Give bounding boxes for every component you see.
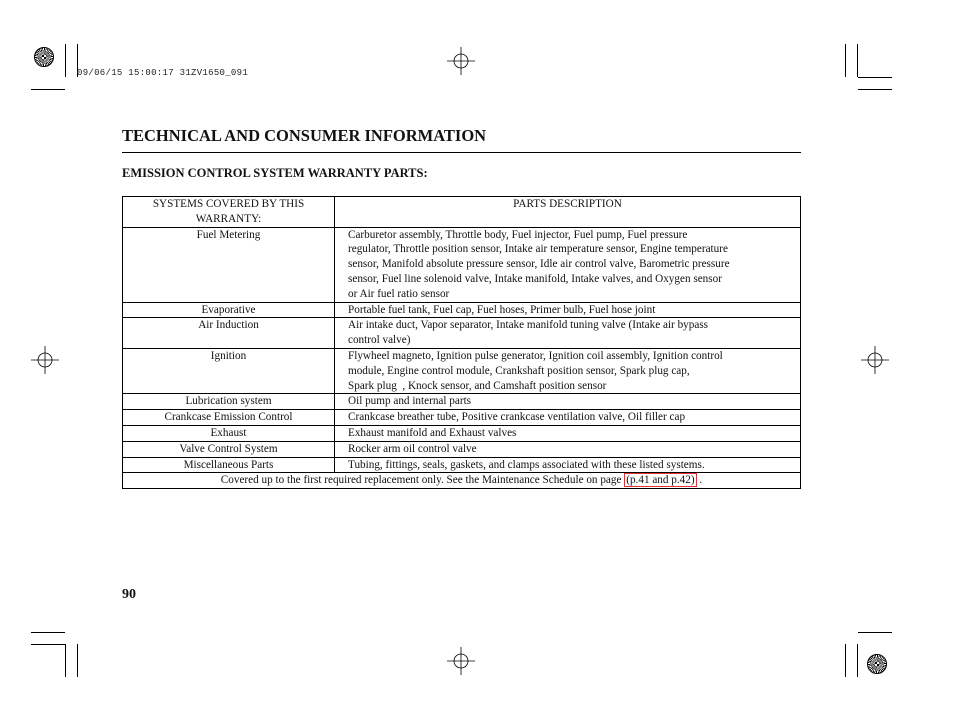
- parts-line: Spark plug , Knock sensor, and Camshaft position sensor: [348, 379, 607, 392]
- subtitle: EMISSION CONTROL SYSTEM WARRANTY PARTS:: [122, 166, 428, 180]
- system-cell: Air Induction: [123, 318, 335, 349]
- system-cell: Exhaust: [123, 425, 335, 441]
- parts-line: Oil pump and internal parts: [348, 395, 472, 408]
- parts-line: regulator, Throttle position sensor, Intake air temperature sensor, Engine temperature: [348, 243, 728, 256]
- footnote-cell: [123, 473, 801, 489]
- table-row: [123, 457, 801, 473]
- system-cell: Fuel Metering: [123, 227, 335, 302]
- system-cell: Ignition: [123, 348, 335, 393]
- table-row: [123, 302, 801, 318]
- table-row: [123, 348, 801, 393]
- parts-line: Tubing, fittings, seals, gaskets, and clamps associated with these listed systems.: [348, 458, 705, 471]
- parts-line: or Air fuel ratio sensor: [348, 287, 450, 300]
- crosshair-icon: [31, 346, 59, 374]
- maintenance-schedule-link[interactable]: (p.41 and p.42): [626, 474, 695, 487]
- table-header-row: [123, 197, 801, 228]
- parts-line: Flywheel magneto, Ignition pulse generator, Ignition coil assembly, Ignition control: [348, 349, 723, 362]
- system-cell: Valve Control System: [123, 441, 335, 457]
- system-cell: Evaporative: [123, 302, 335, 318]
- table-row: [123, 441, 801, 457]
- page-number: 90: [122, 587, 136, 602]
- parts-cell: [335, 425, 801, 441]
- parts-line: sensor, Manifold absolute pressure sensor, Idle air control valve, Barometric pressure: [348, 258, 730, 271]
- parts-line: module, Engine control module, Crankshaft position sensor, Spark plug cap,: [348, 364, 690, 377]
- system-cell: Lubrication system: [123, 394, 335, 410]
- table-row: [123, 227, 801, 302]
- registration-burst-icon: [867, 654, 887, 674]
- registration-burst-icon: [34, 47, 54, 67]
- parts-line: Carburetor assembly, Throttle body, Fuel injector, Fuel pump, Fuel pressure: [348, 228, 688, 241]
- parts-line: sensor, Fuel line solenoid valve, Intake manifold, Intake valves, and Oxygen sensor: [348, 272, 722, 285]
- table-row: [123, 318, 801, 349]
- section-title: TECHNICAL AND CONSUMER INFORMATION: [122, 126, 487, 145]
- footnote-text: Covered up to the first required replacement only. See the Maintenance Schedule on page: [220, 474, 622, 487]
- parts-cell: [335, 441, 801, 457]
- footnote-end: .: [699, 474, 703, 487]
- table-row: [123, 410, 801, 426]
- title-rule: [122, 152, 801, 153]
- parts-cell: [335, 394, 801, 410]
- parts-line: Exhaust manifold and Exhaust valves: [348, 426, 517, 439]
- parts-line: Crankcase breather tube, Positive crankcase ventilation valve, Oil filler cap: [348, 411, 686, 424]
- table-footnote-row: [123, 473, 801, 489]
- crosshair-icon: [447, 47, 475, 75]
- print-stamp: 09/06/15 15:00:17 31ZV1650_091: [77, 68, 249, 78]
- parts-line: Air intake duct, Vapor separator, Intake manifold tuning valve (Intake air bypass: [348, 319, 709, 332]
- parts-cell: [335, 457, 801, 473]
- parts-cell: [335, 348, 801, 393]
- crosshair-icon: [447, 647, 475, 675]
- parts-cell: [335, 227, 801, 302]
- parts-cell: [335, 318, 801, 349]
- system-cell: Miscellaneous Parts: [123, 457, 335, 473]
- parts-line: Portable fuel tank, Fuel cap, Fuel hoses, Primer bulb, Fuel hose joint: [348, 303, 656, 316]
- header-systems: SYSTEMS COVERED BY THIS WARRANTY:: [123, 197, 335, 228]
- crosshair-icon: [861, 346, 889, 374]
- parts-line: Rocker arm oil control valve: [348, 442, 477, 455]
- parts-cell: [335, 410, 801, 426]
- header-parts: PARTS DESCRIPTION: [335, 197, 801, 228]
- warranty-table: [122, 196, 801, 489]
- parts-cell: [335, 302, 801, 318]
- system-cell: Crankcase Emission Control: [123, 410, 335, 426]
- table-row: [123, 394, 801, 410]
- table-row: [123, 425, 801, 441]
- parts-line: control valve): [348, 334, 411, 347]
